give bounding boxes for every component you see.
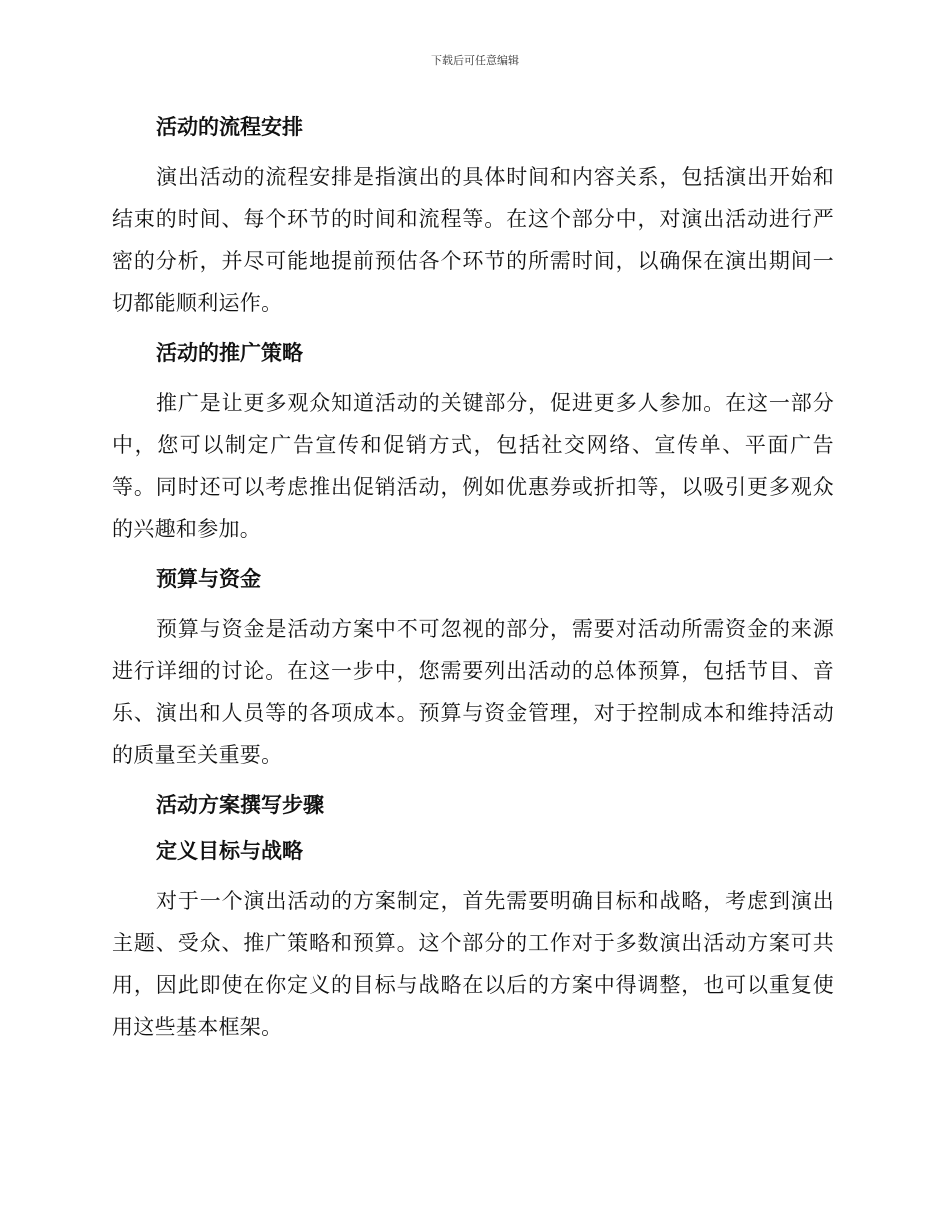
section-heading-promotion: 活动的推广策略 [156, 341, 303, 365]
section-paragraph-goals: 对于一个演出活动的方案制定，首先需要明确目标和战略，考虑到演出主题、受众、推广策略和预算。这个部分的工作对于多数演出活动方案可共用，因此即使在你定义的目标与战略在以后的方案中得调整，也可以重复使用这些基本框架。 [112, 889, 834, 1039]
section-heading-writing-steps: 活动方案撰写步骤 [156, 793, 324, 817]
section-heading-budget: 预算与资金 [156, 567, 261, 591]
section-paragraph-promotion: 推广是让更多观众知道活动的关键部分，促进更多人参加。在这一部分中，您可以制定广告宣传和促销方式，包括社交网络、宣传单、平面广告等。同时还可以考虑推出促销活动，例如优惠券或折扣等，以吸引更多观众的兴趣和参加。 [112, 391, 834, 541]
page-header-note: 下载后可任意编辑 [431, 54, 519, 67]
section-paragraph-budget: 预算与资金是活动方案中不可忽视的部分，需要对活动所需资金的来源进行详细的讨论。在这一步中，您需要列出活动的总体预算，包括节目、音乐、演出和人员等的各项成本。预算与资金管理，对于控制成本和维持活动的质量至关重要。 [112, 617, 834, 767]
section-heading-schedule: 活动的流程安排 [156, 115, 303, 139]
document-body [112, 104, 834, 1054]
section-paragraph-schedule: 演出活动的流程安排是指演出的具体时间和内容关系，包括演出开始和结束的时间、每个环节的时间和流程等。在这个部分中，对演出活动进行严密的分析，并尽可能地提前预估各个环节的所需时间，以确保在演出期间一切都能顺利运作。 [112, 165, 834, 315]
section-heading-goals: 定义目标与战略 [156, 839, 303, 863]
